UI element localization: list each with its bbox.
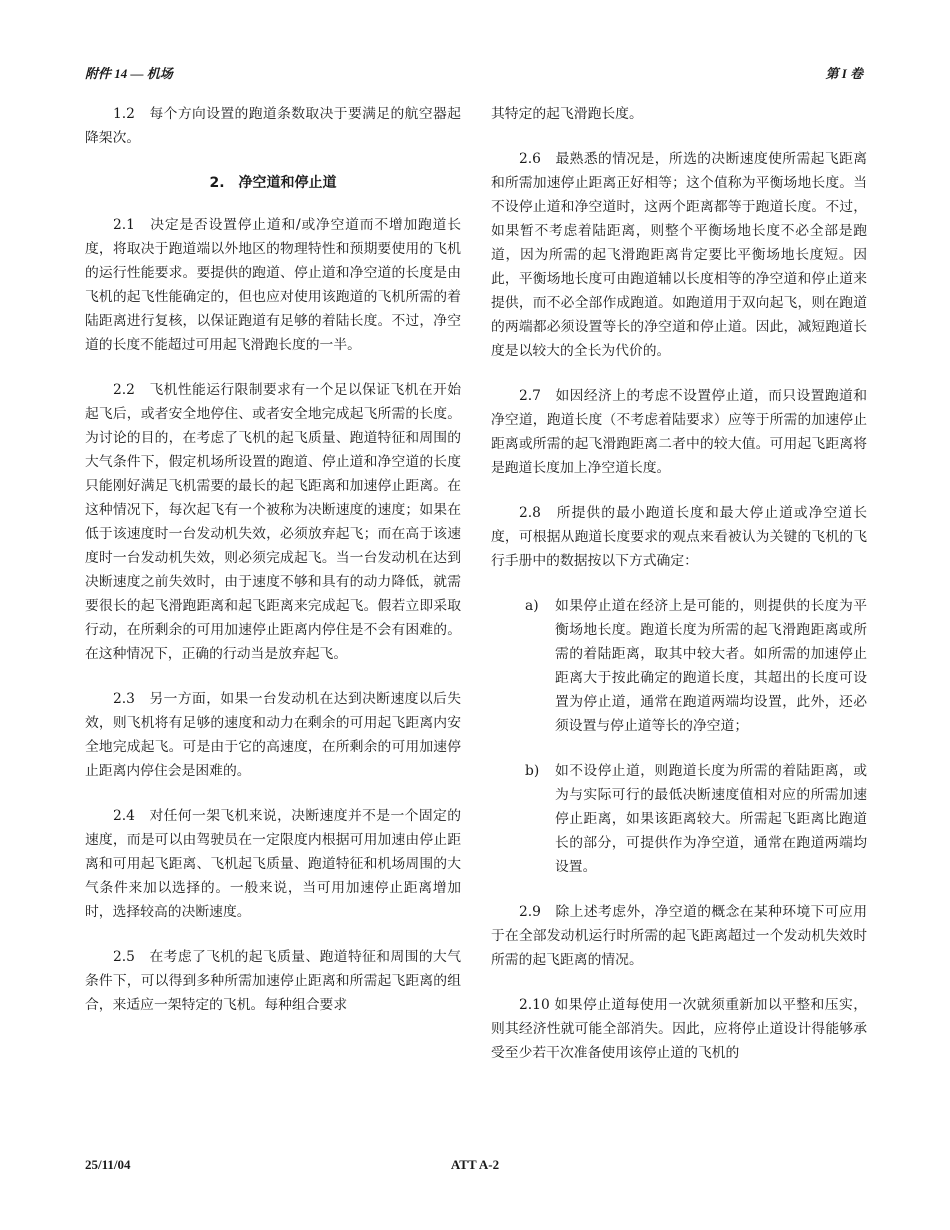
list-item-a-text: 如果停止道在经济上是可能的，则提供的长度为平衡场地长度。跑道长度为所需的起飞滑跑距离或所需的着陆距离，取其中较大者。如所需的加速停止距离大于按此确定的跑道长度，其超出的长度可设置为停止道，通常在跑道两端均设置，此外，还必须设置与停止道等长的净空道； [555,598,867,734]
paragraph-2-7: 2.7 如因经济上的考虑不设置停止道，而只设置跑道和净空道，跑道长度（不考虑着陆要求）应等于所需的加速停止距离或所需的起飞滑跑距离二者中的较大值。可用起飞距离将是跑道长度加上净空道长度。 [491,388,867,476]
paragraph-2-5: 2.5 在考虑了飞机的起飞质量、跑道特征和周围的大气条件下，可以得到多种所需加速停止距离和所需起飞距离的组合，来适应一架特定的飞机。每种组合要求 [85,949,461,1013]
running-header-left: 附件 14 — 机场 [85,66,173,81]
paragraph-2-6: 2.6 最熟悉的情况是，所选的决断速度使所需起飞距离和所需加速停止距离正好相等；这个值称为平衡场地长度。当不设停止道和净空道时，这两个距离都等于跑道长度。不过，如果暂不考虑着陆距离，则整个平衡场地长度不必全部是跑道，因为所需的起飞滑跑距离肯定要比平衡场地长度短。因此，平衡场地长度可由跑道辅以长度相等的净空道和停止道来提供，而不必全部作成跑道。如跑道用于双向起飞，则在跑道的两端都必须设置等长的净空道和停止道。因此，减短跑道长度是以较大的全长为代价的。 [491,151,867,359]
paragraph-2-4: 2.4 对任何一架飞机来说，决断速度并不是一个固定的速度，而是可以由驾驶员在一定限度内根据可用加速由停止距离和可用起飞距离、飞机起飞质量、跑道特征和机场周围的大气条件来加以选择的。一般来说，当可用加速停止距离增加时，选择较高的决断速度。 [85,808,461,920]
list-item-b-label: b) [525,763,540,779]
list-item-b [491,759,867,879]
paragraph-2-2: 2.2 飞机性能运行限制要求有一个足以保证飞机在开始起飞后，或者安全地停住、或者安全地完成起飞所需的长度。为讨论的目的，在考虑了飞机的起飞质量、跑道特征和周围的大气条件下，假定机场所设置的跑道、停止道和净空道的长度只能刚好满足飞机需要的最长的起飞距离和加速停止距离。在这种情况下，每次起飞有一个被称为决断速度的速度；如果在低于该速度时一台发动机失效，必须放弃起飞；而在高于该速度时一台发动机失效，则必须完成起飞。当一台发动机在达到决断速度之前失效时，由于速度不够和具有的动力降低，就需要很长的起飞滑跑距离和起飞距离来完成起飞。假若立即采取行动，在所剩余的可用加速停止距离内停住是不会有困难的。在这种情况下，正确的行动当是放弃起飞。 [85,382,461,662]
list-item-a [491,594,867,738]
footer-page-number: ATT A-2 [450,1157,500,1172]
paragraph-2-8: 2.8 所提供的最小跑道长度和最大停止道或净空道长度，可根据从跑道长度要求的观点来看被认为关键的飞机的飞行手册中的数据按以下方式确定： [491,505,867,569]
paragraph-1-2: 1.2 每个方向设置的跑道条数取决于要满足的航空器起降架次。 [85,106,461,146]
paragraph-2-9: 2.9 除上述考虑外，净空道的概念在某种环境下可应用于在全部发动机运行时所需的起飞距离超过一个发动机失效时所需的起飞距离的情况。 [491,904,867,968]
paragraph-2-3: 2.3 另一方面，如果一台发动机在达到决断速度以后失效，则飞机将有足够的速度和动力在剩余的可用起飞距离内安全地完成起飞。可是由于它的高速度，在所剩余的可用加速停止距离内停住会是困难的。 [85,691,461,779]
section-heading: 2. 净空道和停止道 [209,175,337,191]
paragraph-2-10: 2.10 如果停止道每使用一次就须重新加以平整和压实，则其经济性就可能全部消失。因此，应将停止道设计得能够承受至少若干次准备使用该停止道的飞机的 [491,997,867,1061]
running-header-right: 第 I 卷 [825,66,863,81]
footer-date: 25/11/04 [85,1157,131,1172]
right-column [491,102,867,1086]
paragraph-2-1: 2.1 决定是否设置停止道和/或净空道而不增加跑道长度，将取决于跑道端以外地区的物理特性和预期要使用的飞机的运行性能要求。要提供的跑道、停止道和净空道的长度是由飞机的起飞性能确定的，但也应对使用该跑道的飞机所需的着陆距离进行复核，以保证跑道有足够的着陆长度。不过，净空道的长度不能超过可用起飞滑跑长度的一半。 [85,217,461,353]
list-item-b-text: 如不设停止道，则跑道长度为所需的着陆距离，或为与实际可行的最低决断速度值相对应的所需加速停止距离，如果该距离较大。所需起飞距离比跑道长的部分，可提供作为净空道，通常在跑道两端均设置。 [555,763,867,875]
paragraph-2-5-continued: 其特定的起飞滑跑长度。 [491,106,643,122]
left-column [85,102,461,1038]
list-item-a-label: a) [525,598,539,614]
